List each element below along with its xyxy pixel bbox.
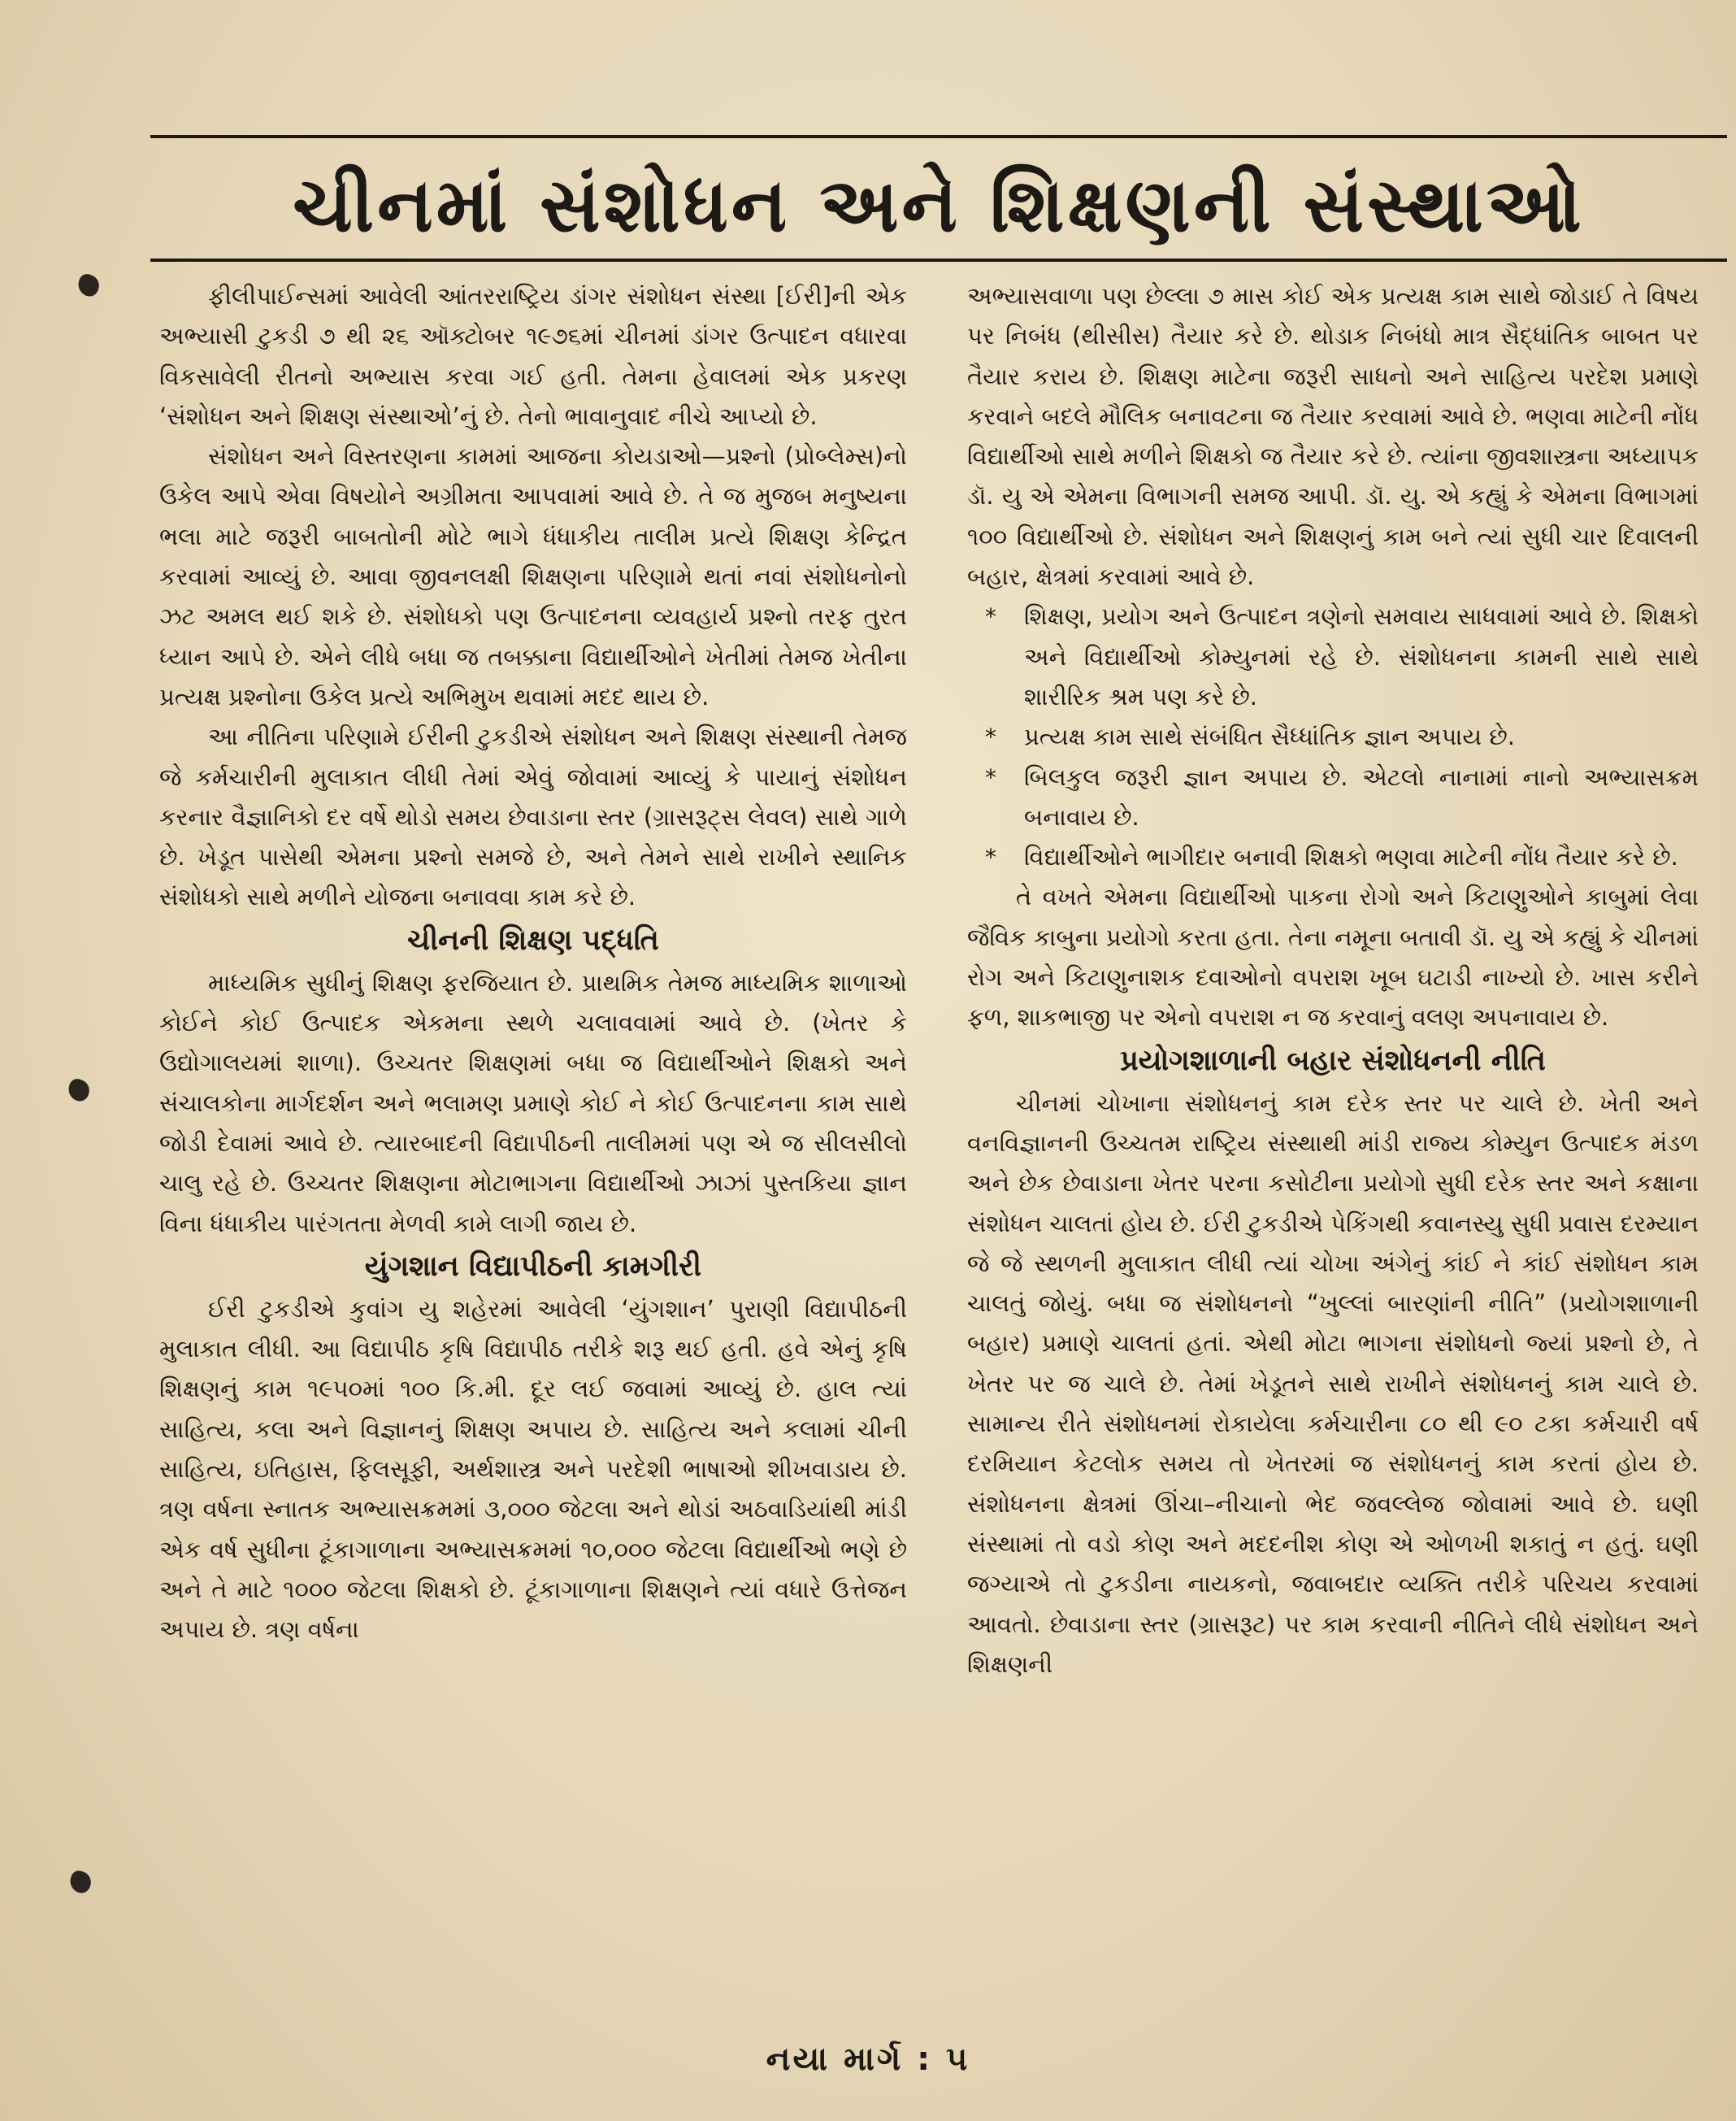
right-column — [967, 276, 1699, 1959]
bullet-list — [967, 597, 1699, 877]
list-item — [967, 837, 1699, 877]
list-item-text: શિક્ષણ, પ્રયોગ અને ઉત્પાદન ત્રણેનો સમવાય સાધવામાં આવે છે. શિક્ષકો અને વિદ્યાર્થીઓ કોમ્યુનમાં રહે છે. સંશોધનના કામની સાથે સાથે શારીરિક શ્રમ પણ કરે છે. — [1024, 602, 1699, 711]
title-rule — [150, 259, 1727, 262]
page-footer: નયા માર્ગ : ૫ — [766, 2041, 970, 2078]
paragraph: તે વખતે એમના વિદ્યાર્થીઓ પાકના રોગો અને કિટાણુઓને કાબુમાં લેવા જૈવિક કાબુના પ્રયોગો કરતા હતા. તેના નમૂના બતાવી ડૉ. યુ એ કહ્યું કે ચીનમાં રોગ અને કિટાણુનાશક દવાઓનો વપરાશ ખૂબ ઘટાડી નાખ્યો છે. ખાસ કરીને ફળ, શાકભાજી પર એનો વપરાશ ન જ કરવાનું વલણ અપનાવાય છે. — [967, 883, 1699, 1032]
paragraph: આ નીતિના પરિણામે ઈરીની ટુકડીએ સંશોધન અને શિક્ષણ સંસ્થાની તેમજ જે કર્મચારીની મુલાકાત લીધી તેમાં એવું જોવામાં આવ્યું કે પાયાનું સંશોધન કરનાર વૈજ્ઞાનિકો દર વર્ષે થોડો સમય છેવાડાના સ્તર (ગ્રાસરૂટ્સ લેવલ) સાથે ગાળે છે. ખેડૂત પાસેથી એમના પ્રશ્નો સમજે છે, અને તેમને સાથે રાખીને સ્થાનિક સંશોધકો સાથે મળીને યોજના બનાવવા કામ કરે છે. — [159, 723, 907, 911]
list-item-text: વિદ્યાર્થીઓને ભાગીદાર બનાવી શિક્ષકો ભણવા માટેની નોંધ તૈયાર કરે છે. — [1024, 843, 1678, 871]
list-item — [967, 717, 1699, 757]
asterisk-icon: * — [985, 724, 996, 751]
binding-hole — [65, 1076, 92, 1103]
binding-hole — [75, 272, 102, 298]
paragraph: માધ્યમિક સુધીનું શિક્ષણ ફરજિયાત છે. પ્રાથમિક તેમજ માધ્યમિક શાળાઓ કોઈને કોઈ ઉત્પાદક એકમના સ્થળે ચલાવવામાં આવે છે. (ખેતર કે ઉદ્યોગાલયમાં શાળા). ઉચ્ચતર શિક્ષણમાં બધા જ વિદ્યાર્થીઓને શિક્ષકો અને સંચાલકોના માર્ગદર્શન અને ભલામણ પ્રમાણે કોઈ ને કોઈ ઉત્પાદનના કામ સાથે જોડી દેવામાં આવે છે. ત્યારબાદની વિદ્યાપીઠની તાલીમમાં પણ એ જ સીલસીલો ચાલુ રહે છે. ઉચ્ચતર શિક્ષણના મોટાભાગના વિદ્યાર્થીઓ ઝાઝાં પુસ્તકિયા જ્ઞાન વિના ધંધાકીય પારંગતતા મેળવી કામે લાગી જાય છે. — [159, 968, 907, 1237]
list-item-text: બિલકુલ જરૂરી જ્ઞાન અપાય છે. એટલો નાનામાં નાનો અભ્યાસક્રમ બનાવાય છે. — [1024, 763, 1699, 831]
binding-hole — [67, 1868, 93, 1895]
section-heading: પ્રયોગશાળાની બહાર સંશોધનની નીતિ — [1120, 1044, 1546, 1077]
list-item — [967, 758, 1699, 838]
section-heading: ચીનની શિક્ષણ પદ્ધતિ — [407, 924, 659, 957]
article-title: ચીનમાં સંશોધન અને શિક્ષણની સંસ્થાઓ — [293, 162, 1585, 249]
asterisk-icon: * — [985, 844, 996, 871]
asterisk-icon: * — [985, 763, 996, 791]
left-column — [159, 276, 907, 1959]
paragraph: અભ્યાસવાળા પણ છેલ્લા ૭ માસ કોઈ એક પ્રત્યક્ષ કામ સાથે જોડાઈ તે વિષય પર નિબંધ (થીસીસ) તૈયાર કરે છે. થોડાક નિબંધો માત્ર સૈદ્ધાંતિક બાબત પર તૈયાર કરાય છે. શિક્ષણ માટેના જરૂરી સાધનો અને સાહિત્ય પરદેશ પ્રમાણે કરવાને બદલે મૌલિક બનાવટના જ તૈયાર કરવામાં આવે છે. ભણવા માટેની નોંધ વિદ્યાર્થીઓ સાથે મળીને શિક્ષકો જ તૈયાર કરે છે. ત્યાંના જીવશાસ્ત્રના અધ્યાપક ડૉ. યુ એ એમના વિભાગની સમજ આપી. ડૉ. યુ. એ કહ્યું કે એમના વિભાગમાં ૧૦૦ વિદ્યાર્થીઓ છે. સંશોધન અને શિક્ષણનું કામ બને ત્યાં સુધી ચાર દિવાલની બહાર, ક્ષેત્રમાં કરવામાં આવે છે. — [967, 282, 1699, 591]
paragraph: સંશોધન અને વિસ્તરણના કામમાં આજના કોયડાઓ—પ્રશ્નો (પ્રોબ્લેમ્સ)નો ઉકેલ આપે એવા વિષયોને અગ્રીમતા આપવામાં આવે છે. તે જ મુજબ મનુષ્યના ભલા માટે જરૂરી બાબતોની મોટે ભાગે ધંધાકીય તાલીમ પ્રત્યે શિક્ષણ કેન્દ્રિત કરવામાં આવ્યું છે. આવા જીવનલક્ષી શિક્ષણના પરિણામે થતાં નવાં સંશોધનોનો ઝટ અમલ થઈ શકે છે. સંશોધકો પણ ઉત્પાદનના વ્યવહાર્ય પ્રશ્નો તરફ તુરત ધ્યાન આપે છે. એને લીધે બધા જ તબક્કાના વિદ્યાર્થીઓને ખેતીમાં તેમજ ખેતીના પ્રત્યક્ષ પ્રશ્નોના ઉકેલ પ્રત્યે અભિમુખ થવામાં મદદ થાય છે. — [159, 442, 907, 711]
paragraph: ચીનમાં ચોખાના સંશોધનનું કામ દરેક સ્તર પર ચાલે છે. ખેતી અને વનવિજ્ઞાનની ઉચ્ચતમ રાષ્ટ્રિય સંસ્થાથી માંડી રાજ્ય કોમ્યુન ઉત્પાદક મંડળ અને છેક છેવાડાના ખેતર પરના કસોટીના પ્રયોગો સુધી દરેક સ્તર અને કક્ષાના સંશોધન ચાલતાં હોય છે. ઈરી ટુકડીએ પેકિંગથી કવાનસ્યુ સુધી પ્રવાસ દરમ્યાન જે જે સ્થળની મુલાકાત લીધી ત્યાં ચોખા અંગેનું કાંઈ ને કાંઈ સંશોધન કામ ચાલતું જોયું. બધા જ સંશોધનનો “ખુલ્લાં બારણાંની નીતિ” (પ્રયોગશાળાની બહાર) પ્રમાણે ચાલતાં હતાં. એથી મોટા ભાગના સંશોધનો જ્યાં પ્રશ્નો છે, તે ખેતર પર જ ચાલે છે. તેમાં ખેડૂતને સાથે રાખીને સંશોધનનું કામ ચાલે છે. સામાન્ય રીતે સંશોધનમાં રોકાયેલા કર્મચારીના ૮૦ થી ૯૦ ટકા કર્મચારી વર્ષ દરમિયાન કેટલોક સમય તો ખેતરમાં જ સંશોધનનું કામ કરતાં હોય છે. સંશોધનના ક્ષેત્રમાં ઊંચા–નીચાનો ભેદ જવલ્લેજ જોવામાં આવે છે. ઘણી સંસ્થામાં તો વડો કોણ અને મદદનીશ કોણ એ ઓળખી શકાતું ન હતું. ઘણી જગ્યાએ તો ટુકડીના નાયકનો, જવાબદાર વ્યક્તિ તરીકે પરિચય કરવામાં આવતો. છેવાડાના સ્તર (ગ્રાસરૂટ) પર કામ કરવાની નીતિને લીધે સંશોધન અને શિક્ષણની — [967, 1089, 1699, 1678]
top-rule — [150, 135, 1727, 138]
list-item-text: પ્રત્યક્ષ કામ સાથે સંબંધિત સૈધ્ધાંતિક જ્ઞાન અપાય છે. — [1024, 723, 1516, 751]
asterisk-icon: * — [985, 603, 996, 631]
list-item — [967, 597, 1699, 717]
section-heading: યુંગશાન વિદ્યાપીઠની કામગીરી — [364, 1250, 702, 1283]
paragraph: ફીલીપાઈન્સમાં આવેલી આંતરરાષ્ટ્રિય ડાંગર સંશોધન સંસ્થા [ઈરી]ની એક અભ્યાસી ટુકડી ૭ થી ૨૬ ઑક્ટોબર ૧૯૭૬માં ચીનમાં ડાંગર ઉત્પાદન વધારવા વિકસાવેલી રીતનો અભ્યાસ કરવા ગઈ હતી. તેમના હેવાલમાં એક પ્રકરણ ‘સંશોધન અને શિક્ષણ સંસ્થાઓ’નું છે. તેનો ભાવાનુવાદ નીચે આપ્યો છે. — [159, 282, 907, 430]
paragraph: ઈરી ટુકડીએ કુવાંગ યુ શહેરમાં આવેલી ‘યુંગશાન’ પુરાણી વિદ્યાપીઠની મુલાકાત લીધી. આ વિદ્યાપીઠ કૃષિ વિદ્યાપીઠ તરીકે શરૂ થઈ હતી. હવે એનું કૃષિ શિક્ષણનું કામ ૧૯૫૦માં ૧૦૦ કિ.મી. દૂર લઈ જવામાં આવ્યું છે. હાલ ત્યાં સાહિત્ય, કલા અને વિજ્ઞાનનું શિક્ષણ અપાય છે. સાહિત્ય અને કલામાં ચીની સાહિત્ય, ઇતિહાસ, ફિલસૂફી, અર્થશાસ્ત્ર અને પરદેશી ભાષાઓ શીખવાડાય છે. ત્રણ વર્ષના સ્નાતક અભ્યાસક્રમમાં ૩,૦૦૦ જેટલા અને થોડાં અઠવાડિયાંથી માંડી એક વર્ષ સુધીના ટૂંકાગાળાના અભ્યાસક્રમમાં ૧૦,૦૦૦ જેટલા વિદ્યાર્થીઓ ભણે છે અને તે માટે ૧૦૦૦ જેટલા શિક્ષકો છે. ટૂંકાગાળાના શિક્ષણને ત્યાં વધારે ઉત્તેજન અપાય છે. ત્રણ વર્ષના — [159, 1294, 907, 1644]
